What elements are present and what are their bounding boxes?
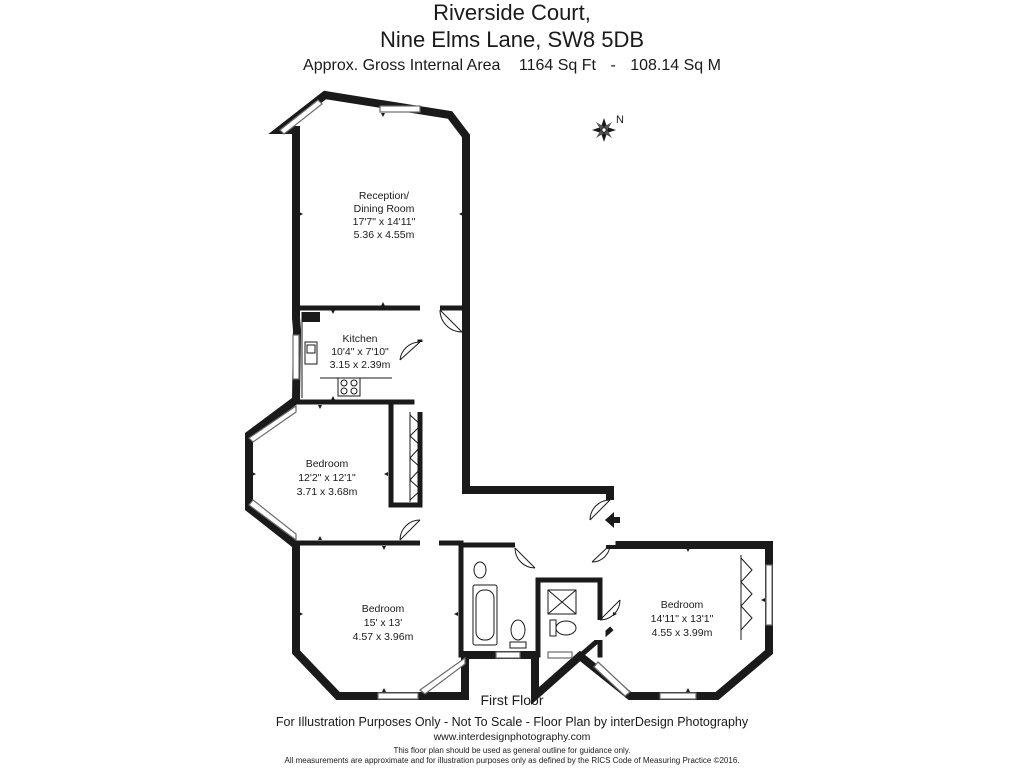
address-line-1: Riverside Court, xyxy=(433,0,591,25)
area-sqm: 108.14 Sq M xyxy=(630,57,721,74)
room-bedroom-east xyxy=(651,599,714,639)
wardrobe-bedroom-east xyxy=(741,555,752,640)
room-bedroom-southwest xyxy=(353,603,414,643)
bedroom-east-metric: 4.55 x 3.99m xyxy=(651,627,713,639)
address-line-2: Nine Elms Lane, SW8 5DB xyxy=(379,27,645,52)
reception-imperial: 17'7" x 14'11" xyxy=(352,216,416,228)
area-sqft: 1164 Sq Ft xyxy=(518,57,596,74)
reception-name-line1: Reception/ xyxy=(358,190,410,202)
fine-print-2: All measurements are approximate and for illustration purposes only as defined by the RICS Code of Measuring Practice ©2016. xyxy=(284,756,740,765)
shower-icon xyxy=(548,590,576,614)
kitchen-name: Kitchen xyxy=(342,333,378,345)
fine-print-1: This floor plan should be used as general outline for guidance only. xyxy=(393,746,631,755)
reception-metric: 5.36 x 4.55m xyxy=(353,229,415,241)
bath-icon xyxy=(473,585,497,645)
sink-icon xyxy=(305,342,317,364)
kitchen-metric: 3.15 x 2.39m xyxy=(329,359,391,371)
website-link[interactable]: www.interdesignphotography.com xyxy=(433,731,591,743)
area-separator: - xyxy=(610,57,616,74)
bedroom-west-imperial: 12'2" x 12'1" xyxy=(298,472,356,484)
ensuite-toilet-icon xyxy=(550,620,576,636)
bedroom-southwest-imperial: 15' x 13' xyxy=(363,617,403,629)
area-label: Approx. Gross Internal Area xyxy=(303,57,501,74)
floor-label: First Floor xyxy=(480,692,544,708)
door-openings xyxy=(420,308,610,640)
room-kitchen xyxy=(330,333,391,371)
bedroom-east-imperial: 14'11" x 13'1" xyxy=(650,613,714,625)
toilet-icon xyxy=(510,620,526,648)
reception-name-line2: Dining Room xyxy=(353,203,415,215)
bedroom-southwest-name: Bedroom xyxy=(361,603,405,615)
hob-icon xyxy=(338,378,360,396)
room-bedroom-west xyxy=(297,458,358,498)
kitchen-imperial: 10'4" x 7'10" xyxy=(331,346,389,358)
compass-icon xyxy=(592,114,624,142)
disclaimer: For Illustration Purposes Only - Not To Scale - Floor Plan by interDesign Photography xyxy=(275,715,749,729)
compass-north-label: N xyxy=(616,114,624,126)
bedroom-west-name: Bedroom xyxy=(305,458,349,470)
bedroom-east-name: Bedroom xyxy=(660,599,704,611)
bedroom-west-metric: 3.71 x 3.68m xyxy=(296,486,358,498)
basin-icon xyxy=(474,562,486,578)
bedroom-southwest-metric: 4.57 x 3.96m xyxy=(352,631,414,643)
door-swings xyxy=(400,310,620,620)
room-reception xyxy=(353,190,416,241)
